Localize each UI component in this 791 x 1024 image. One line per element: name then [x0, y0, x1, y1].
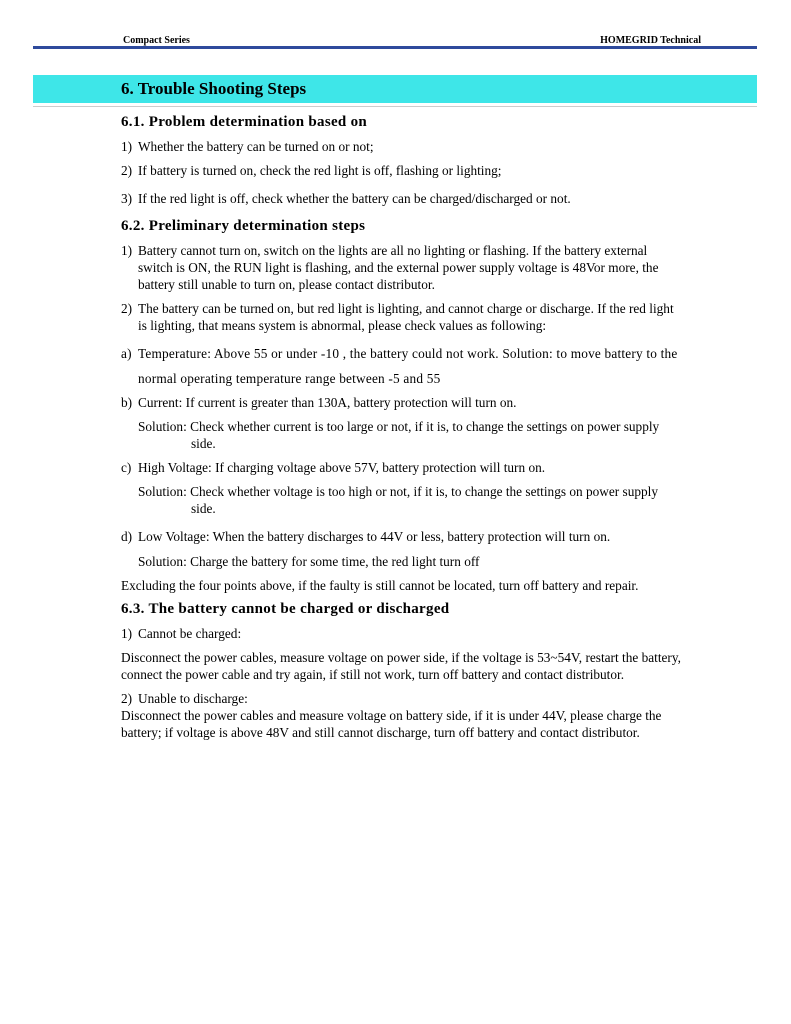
list-marker: 1) [121, 626, 133, 641]
heading-6-3: 6.3. The battery cannot be charged or discharged [121, 601, 450, 617]
list-text: High Voltage: If charging voltage above 57V, battery protection will turn on. [138, 460, 546, 475]
list-item [121, 242, 681, 293]
closing-paragraph: Excluding the four points above, if the faulty is still cannot be located, turn off battery and repair. [121, 578, 639, 593]
list-item [121, 138, 681, 155]
list-marker: d) [121, 529, 133, 544]
solution-high-voltage: Solution: Check whether voltage is too high or not, if it is, to change the settings on power supply side. [138, 484, 658, 516]
list-text: The battery can be turned on, but red light is lighting, and cannot charge or discharge. If the red light is lighting, that means system is abnormal, please check values as following: [138, 301, 674, 333]
list-text: Cannot be charged: [138, 626, 242, 641]
section-rule [33, 106, 757, 107]
list-text: Whether the battery can be turned on or not; [138, 139, 374, 154]
list-text: If battery is turned on, check the red light is off, flashing or lighting; [138, 163, 502, 178]
list-marker: 2) [121, 691, 133, 706]
heading-6-2: 6.2. Preliminary determination steps [121, 218, 366, 234]
list-item [121, 625, 681, 642]
list-marker: c) [121, 460, 132, 475]
page-header-right: HOMEGRID Technical [600, 35, 701, 46]
list-item-current [121, 394, 681, 411]
list-marker: 2) [121, 301, 133, 316]
list-text: Temperature: Above 55 or under -10 , the battery could not work. Solution: to move battery to the normal operating temperature range between -5 and 55 [138, 346, 678, 386]
list-marker: 3) [121, 191, 133, 206]
list-marker: 1) [121, 243, 133, 258]
paragraph-cannot-charge: Disconnect the power cables, measure voltage on power side, if the voltage is 53~54V, restart the battery, connect the power cable and try again, if still not work, turn off battery and contact distributor. [121, 650, 681, 682]
list-text: Current: If current is greater than 130A, battery protection will turn on. [138, 395, 517, 410]
list-marker: 1) [121, 139, 133, 154]
list-item [121, 690, 681, 707]
section-title: 6. Trouble Shooting Steps [121, 79, 307, 98]
list-marker: b) [121, 395, 133, 410]
list-text: Low Voltage: When the battery discharges to 44V or less, battery protection will turn on. Solution: Charge the battery for some time, the red light turn off [138, 529, 611, 569]
content [121, 114, 681, 748]
page-header-left: Compact Series [123, 35, 190, 46]
list-text: Battery cannot turn on, switch on the lights are all no lighting or flashing. If the battery external switch is ON, the RUN light is flashing, and the external power supply voltage is 48Vor more, the battery still unable to turn on, please contact distributor. [138, 243, 659, 292]
paragraph-unable-discharge: Disconnect the power cables and measure voltage on battery side, if it is under 44V, please charge the battery; if voltage is above 48V and still cannot discharge, turn off battery and contact distributor. [121, 708, 662, 740]
solution-current: Solution: Check whether current is too large or not, if it is, to change the settings on power supply side. [138, 419, 660, 451]
section-title-bar [33, 75, 757, 103]
list-item-temperature [121, 341, 681, 391]
list-item-low-voltage [121, 524, 648, 574]
list-item [121, 186, 608, 211]
list-marker: 2) [121, 163, 133, 178]
heading-6-1: 6.1. Problem determination based on [121, 114, 368, 130]
list-item-high-voltage [121, 459, 681, 476]
list-text: If the red light is off, check whether the battery can be charged/discharged or not. [138, 191, 571, 206]
list-item [121, 162, 681, 179]
list-marker: a) [121, 346, 132, 361]
list-item [121, 300, 681, 334]
header-rule [33, 46, 757, 49]
list-text: Unable to discharge: [138, 691, 248, 706]
